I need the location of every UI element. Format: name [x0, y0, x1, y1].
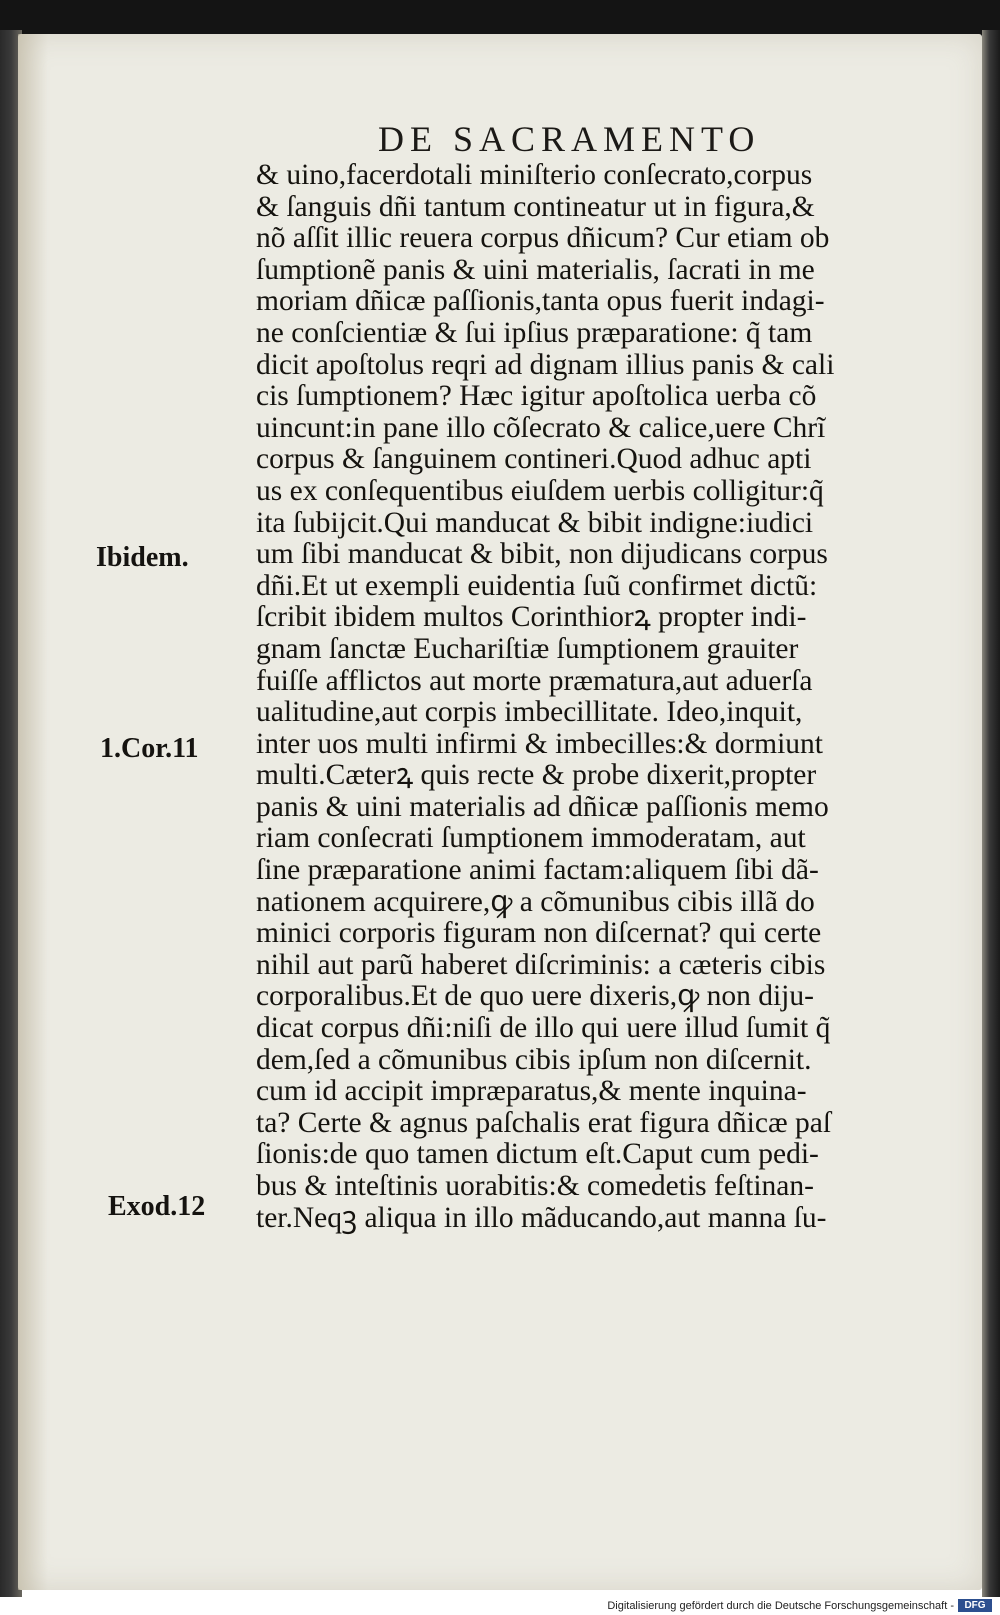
marginal-note-cor: 1.Cor.11: [100, 733, 199, 764]
text-line: cum id accipit impræparatus,& mente inquina-: [256, 1075, 807, 1108]
text-line: ter.Neqꝫ aliqua in illo mãducando,aut manna ſu-: [256, 1201, 827, 1234]
text-line: bus & inteſtinis uorabitis:& comedetis feſtinan-: [256, 1170, 814, 1202]
text-line: minici corporis figuram non diſcernat? qui certe: [256, 917, 822, 950]
text-line: um ſibi manducat & bibit, non dijudicans corpus: [256, 538, 828, 571]
text-line: panis & uini materialis ad dñicæ paſſionis memo: [256, 790, 829, 823]
text-line: us ex conſequentibus eiuſdem uerbis colligitur:q̃: [256, 474, 824, 507]
book-edge-right: [982, 30, 1000, 1598]
text-line: dem,ſed a cõmunibus cibis ipſum non diſcernit.: [256, 1043, 812, 1076]
text-line: ſionis:de quo tamen dictum eſt.Caput cum pedi-: [256, 1138, 819, 1171]
text-line: ſine præparatione animi factam:aliquem ſibi dã-: [256, 854, 819, 887]
dfg-logo: DFG: [958, 1599, 992, 1612]
text-line: cis ſumptionem? Hæc igitur apoſtolica uerba cõ: [256, 380, 817, 413]
marginal-note-ibidem: Ibidem.: [96, 542, 189, 573]
text-line: dicat corpus dñi:niſi de illo qui uere illud ſumit q̃: [256, 1012, 831, 1045]
text-line: nihil aut parũ haberet diſcriminis: a cæteris cibis: [256, 948, 826, 981]
text-line: ta? Certe & agnus paſchalis erat figura dñicæ paſ: [256, 1106, 832, 1139]
text-line: & uino,facerdotali miniſterio conſecrato,corpus: [256, 159, 813, 191]
text-line: nõ aſſit illic reuera corpus dñicum? Cur etiam ob: [256, 222, 830, 255]
marginal-note-exod: Exod.12: [108, 1191, 206, 1222]
text-line: ita ſubijcit.Qui manducat & bibit indigne:iudici: [256, 506, 814, 539]
text-line: ſcribit ibidem multos Corinthiorꝝ propter indi-: [256, 601, 807, 634]
text-line: inter uos multi infirmi & imbecilles:& dormiunt: [256, 727, 823, 760]
text-line: riam conſecrati ſumptionem immoderatam, aut: [256, 822, 806, 855]
text-line: ne conſcientiæ & ſui ipſius præparatione: q̃ tam: [256, 316, 813, 349]
text-line: moriam dñicæ paſſionis,tanta opus fuerit indagi-: [256, 285, 825, 318]
text-line: uincunt:in pane illo cõſecrato & calice,uere Chrĩ: [256, 411, 826, 444]
text-line: gnam ſanctæ Euchariſtiæ ſumptionem grauiter: [256, 632, 799, 665]
text-line: fuiſſe afflictos aut morte præmatura,aut aduerſa: [256, 664, 813, 697]
text-line: & ſanguis dñi tantum contineatur ut in figura,&: [256, 190, 815, 223]
text-line: ſumptionẽ panis & uini materialis, ſacrati in me: [256, 253, 815, 286]
running-head: DE SACRAMENTO: [378, 119, 761, 159]
text-line: corporalibus.Et de quo uere dixeris,ꝙ non diju-: [256, 980, 814, 1013]
funding-credit: Digitalisierung gefördert durch die Deutsche Forschungsgemeinschaft -: [607, 1600, 954, 1612]
text-line: multi.Cæterꝝ quis recte & probe dixerit,propter: [256, 759, 817, 792]
text-line: corpus & ſanguinem contineri.Quod adhuc apti: [256, 443, 812, 476]
text-line: nationem acquirere,ꝙ a cõmunibus cibis illã do: [256, 885, 815, 918]
text-line: ualitudine,aut corpis imbecillitate. Ideo,inquit,: [256, 696, 803, 729]
text-line: dicit apoſtolus reqri ad dignam illius panis & cali: [256, 348, 835, 381]
text-line: dñi.Et ut exempli euidentia ſuũ confirmet dictũ:: [256, 569, 818, 602]
scan-top-band: [0, 0, 1000, 38]
page-gutter-shadow: [18, 34, 48, 1590]
body-text: [256, 160, 946, 1234]
